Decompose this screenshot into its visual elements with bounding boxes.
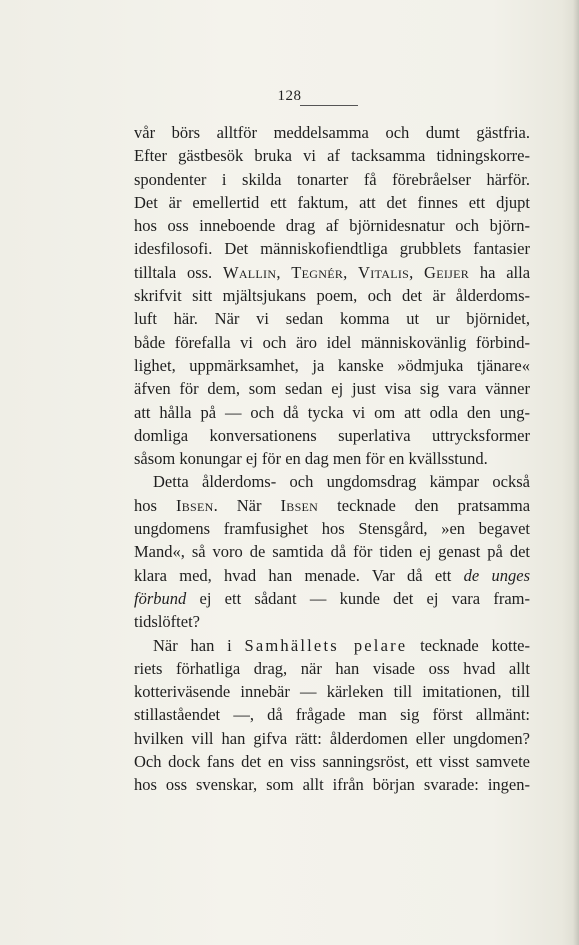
author-name-vitalis: Vitalis [358, 262, 410, 282]
text-line: äfven för dem, som sedan ej just visa sig vara vänner [134, 379, 530, 399]
author-name-wallin: Wallin [222, 262, 277, 282]
work-title-samhallets-pelare: Samhällets pelare [244, 635, 408, 655]
text-line: såsom konungar ej för en dag men för en kvällsstund. [134, 449, 488, 469]
work-title-de-unges-forbund: de unges [463, 565, 530, 585]
text-line: hos Ibsen. När Ibsen tecknade den pratsamma [134, 495, 531, 515]
body-text [134, 121, 530, 797]
text-line: hos oss inneboende drag af björnidesnatur och björn- [134, 216, 530, 236]
text-line: riets förhatliga drag, när han visade oss hvad allt [134, 658, 530, 678]
text-line: stillaståendet —, då frågade man sig först allmänt: [134, 705, 530, 725]
author-name-geijer: Geijer [424, 262, 470, 282]
text-line: ungdomens framfusighet hos Stensgård, »en begavet [134, 519, 530, 539]
text-line: Det är emellertid ett faktum, att det finnes ett djupt [134, 192, 530, 212]
text-line: tilltala oss. Wallin, Tegnér, Vitalis, Geijer ha alla [134, 262, 531, 282]
text-line: Och dock fans det en viss sanningsröst, ett visst samvete [134, 752, 530, 772]
text-line: hos oss svenskar, som allt ifrån början svarade: ingen- [134, 775, 530, 795]
text-line: tidslöftet? [134, 612, 200, 632]
text-line: domliga konversationens superlativa uttrycksformer [134, 425, 530, 445]
text-line: När han i Samhällets pelare tecknade kotte- [153, 635, 530, 655]
text-line: spondenter i skilda tonarter få förebråelser härför. [134, 169, 530, 189]
text-line: kotteriväsende innebär — kärleken till imitationen, till [134, 682, 530, 702]
text-line: Efter gästbesök bruka vi af tacksamma tidningskorre- [134, 146, 530, 166]
text-line: Detta ålderdoms- och ungdomsdrag kämpar också [153, 472, 530, 492]
author-name-tegner: Tegnér [291, 262, 344, 282]
text-line: hvilken vill han gifva rätt: ålderdomen eller ungdomen? [134, 728, 530, 748]
author-name-ibsen: Ibsen [175, 495, 214, 515]
page-number-rule [300, 105, 358, 106]
text-line: vår börs alltför meddelsamma och dumt gästfria. [134, 123, 530, 142]
text-line: lighet, uppmärksamhet, ja kanske »ödmjuka tjänare« [134, 355, 530, 375]
text-line: luft här. När vi sedan komma ut ur björnidet, [134, 309, 530, 329]
page-edge-shadow [573, 0, 579, 945]
text-line: Mand«, så voro de samtida då för tiden ej genast på det [134, 542, 530, 562]
author-name-ibsen: Ibsen [280, 495, 319, 515]
text-line: klara med, hvad han menade. Var då ett de unges [134, 565, 530, 585]
text-line: förbund ej ett sådant — kunde det ej vara fram- [134, 588, 530, 608]
text-line: att hålla på — och då tycka vi om att odla den ung- [134, 402, 530, 422]
text-line: skrifvit sitt mjältsjukans poem, och det är ålderdoms- [134, 286, 530, 306]
text-line: både förefalla vi och äro idel människovänlig förbind- [134, 332, 530, 352]
work-title-de-unges-forbund: förbund [134, 588, 187, 608]
page-number: 128 [277, 88, 302, 104]
text-line: idesfilosofi. Det människofiendtliga grubblets fantasier [134, 239, 530, 259]
